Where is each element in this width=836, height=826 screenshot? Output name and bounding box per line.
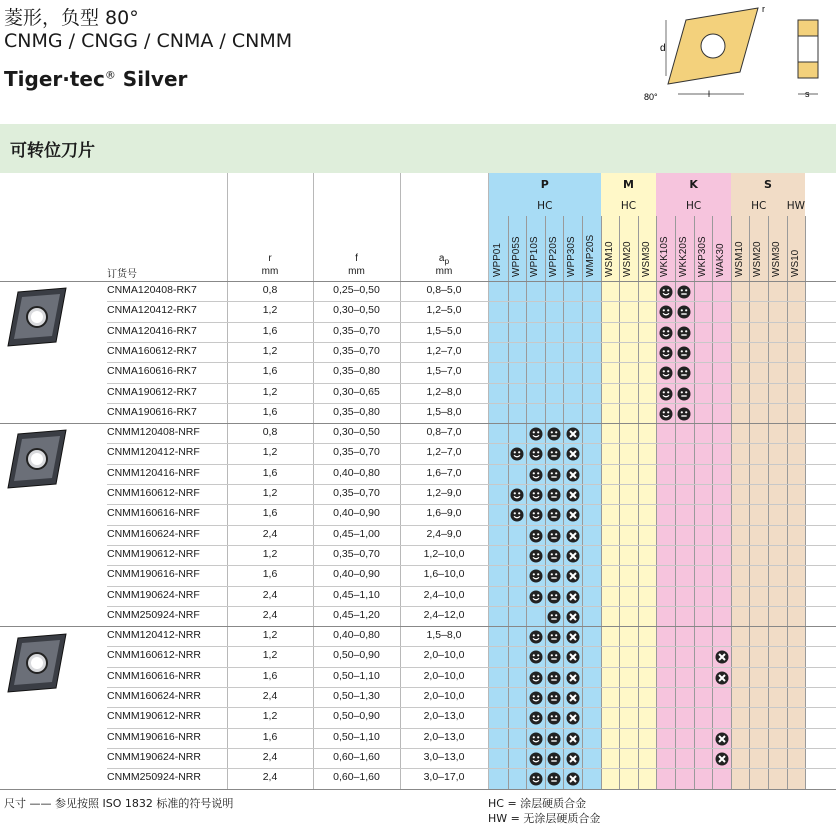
group-header-p: P — [540, 178, 549, 191]
grade-label: WSM10 — [733, 241, 745, 277]
smile-symbol-icon — [659, 406, 673, 420]
grade-label: WKP30S — [696, 236, 708, 277]
cross-symbol-icon — [566, 487, 580, 501]
radius-value: 1,2 — [262, 446, 278, 459]
ap-column-header — [400, 253, 488, 266]
depth-value: 1,6–9,0 — [426, 507, 462, 520]
dim-angle-label: 80° — [644, 92, 658, 102]
grade-label: WS10 — [789, 249, 801, 277]
smile-symbol-icon — [659, 325, 673, 339]
cross-symbol-icon — [566, 690, 580, 704]
feed-value: 0,30–0,50 — [333, 304, 380, 317]
radius-value: 1,6 — [262, 669, 278, 682]
order-code: CNMM190616-NRF — [107, 568, 200, 581]
radius-value: 2,4 — [262, 608, 278, 621]
radius-value: 2,4 — [262, 771, 278, 784]
smile-symbol-icon — [529, 629, 543, 643]
order-code: CNMA120416-RK7 — [107, 324, 197, 337]
cross-symbol-icon — [566, 751, 580, 765]
depth-value: 2,4–9,0 — [426, 527, 462, 540]
block-rule — [0, 423, 836, 424]
feed-value: 0,30–0,50 — [333, 426, 380, 439]
section-title: 可转位刀片 — [10, 141, 95, 161]
depth-value: 2,4–10,0 — [423, 588, 465, 601]
cross-symbol-icon — [566, 771, 580, 785]
neutral-symbol-icon — [547, 670, 561, 684]
smile-symbol-icon — [659, 365, 673, 379]
insert-dimension-drawing — [640, 0, 836, 110]
radius-value: 2,4 — [262, 690, 278, 702]
neutral-symbol-icon — [677, 345, 691, 359]
dim-r-label: r — [762, 4, 765, 14]
radius-value: 1,2 — [262, 710, 278, 723]
smile-symbol-icon — [529, 690, 543, 704]
neutral-symbol-icon — [547, 528, 561, 542]
depth-value: 2,0–13,0 — [423, 710, 465, 723]
smile-symbol-icon — [659, 284, 673, 298]
neutral-symbol-icon — [547, 548, 561, 562]
neutral-symbol-icon — [547, 609, 561, 623]
order-code: CNMM160624-NRR — [107, 690, 201, 702]
cross-symbol-icon — [566, 629, 580, 643]
order-code: CNMM160624-NRF — [107, 527, 200, 540]
order-code: CNMM160616-NRR — [107, 669, 201, 682]
insert-image-nrf — [4, 426, 70, 492]
depth-value: 1,2–7,0 — [426, 446, 462, 459]
neutral-symbol-icon — [677, 406, 691, 420]
grade-label: WSM30 — [640, 241, 652, 277]
smile-symbol-icon — [659, 304, 673, 318]
cross-symbol-icon — [715, 649, 729, 663]
neutral-symbol-icon — [547, 629, 561, 643]
grade-label: WKK20S — [678, 236, 689, 277]
radius-value: 1,6 — [262, 365, 278, 378]
title-shape: 菱形，负型 80° — [4, 7, 139, 29]
feed-value: 0,45–1,20 — [333, 608, 380, 621]
depth-value: 1,2–10,0 — [423, 547, 465, 560]
radius-value: 1,6 — [262, 507, 278, 520]
neutral-symbol-icon — [547, 710, 561, 724]
smile-symbol-icon — [529, 426, 543, 440]
neutral-symbol-icon — [677, 325, 691, 339]
ap-subscript: p — [444, 256, 450, 266]
order-code: CNMM160616-NRF — [107, 507, 200, 520]
neutral-symbol-icon — [547, 426, 561, 440]
smile-symbol-icon — [659, 386, 673, 400]
radius-value: 1,2 — [262, 629, 278, 642]
grade-label: WMP20S — [585, 234, 596, 277]
depth-value: 1,6–7,0 — [426, 466, 462, 479]
radius-value: 1,2 — [262, 385, 278, 398]
smile-symbol-icon — [529, 467, 543, 481]
feed-value: 0,35–0,80 — [333, 405, 380, 418]
insert-image-nrr — [4, 630, 70, 696]
order-code: CNMM250924-NRF — [107, 608, 200, 621]
grade-label: WAK30 — [715, 243, 727, 277]
radius-value: 1,2 — [262, 547, 278, 560]
smile-symbol-icon — [529, 568, 543, 582]
cross-symbol-icon — [566, 589, 580, 603]
radius-value: 1,6 — [262, 466, 278, 479]
grade-label: WSM20 — [622, 241, 634, 277]
smile-symbol-icon — [529, 649, 543, 663]
neutral-symbol-icon — [547, 649, 561, 663]
depth-value: 1,2–7,0 — [426, 344, 462, 357]
order-code: CNMM190624-NRF — [107, 588, 200, 601]
group-header-s: S — [764, 178, 772, 191]
footnote: 尺寸 —— 参见按照 ISO 1832 标准的符号说明 — [4, 797, 234, 810]
smile-symbol-icon — [659, 345, 673, 359]
feed-value: 0,40–0,80 — [333, 466, 380, 479]
cross-symbol-icon — [566, 568, 580, 582]
feed-value: 0,35–0,70 — [333, 344, 380, 357]
neutral-symbol-icon — [547, 568, 561, 582]
feed-value: 0,35–0,70 — [333, 324, 380, 337]
feed-value: 0,60–1,60 — [333, 771, 380, 784]
neutral-symbol-icon — [677, 386, 691, 400]
order-code: CNMA160612-RK7 — [107, 344, 197, 357]
order-code: CNMM250924-NRR — [107, 771, 201, 784]
order-code: CNMA120408-RK7 — [107, 284, 197, 296]
feed-value: 0,50–1,30 — [333, 690, 380, 702]
group-sub-hc: HC — [620, 200, 637, 212]
cross-symbol-icon — [566, 670, 580, 684]
depth-value: 1,5–8,0 — [426, 629, 462, 642]
feed-value: 0,50–1,10 — [333, 730, 380, 743]
radius-value: 0,8 — [262, 426, 278, 439]
grade-label: WKK10S — [659, 236, 671, 277]
radius-value: 0,8 — [262, 284, 278, 296]
group-sub-hc: HC — [685, 200, 702, 212]
radius-value: 2,4 — [262, 588, 278, 601]
grade-label: WPP05S — [510, 236, 522, 277]
cross-symbol-icon — [715, 670, 729, 684]
feed-value: 0,60–1,60 — [333, 750, 380, 763]
f-column-header: f — [355, 253, 358, 264]
cross-symbol-icon — [566, 649, 580, 663]
smile-symbol-icon — [529, 670, 543, 684]
depth-value: 3,0–17,0 — [423, 771, 465, 784]
neutral-symbol-icon — [547, 589, 561, 603]
neutral-symbol-icon — [547, 771, 561, 785]
depth-value: 1,5–8,0 — [426, 405, 462, 418]
group-header-k: K — [689, 178, 698, 191]
radius-value: 1,6 — [262, 405, 278, 418]
f-unit: mm — [348, 266, 365, 277]
radius-value: 2,4 — [262, 527, 278, 540]
smile-symbol-icon — [529, 731, 543, 745]
cross-symbol-icon — [715, 751, 729, 765]
feed-value: 0,40–0,80 — [333, 629, 380, 642]
depth-value: 2,0–10,0 — [423, 649, 465, 662]
dim-d-label: d — [660, 43, 666, 54]
depth-value: 0,8–7,0 — [426, 426, 462, 439]
order-code: CNMM120412-NRR — [107, 629, 201, 642]
title-codes: CNMG / CNGG / CNMA / CNMM — [4, 30, 293, 52]
cross-symbol-icon — [566, 548, 580, 562]
block-rule — [0, 626, 836, 627]
order-code: CNMM190612-NRR — [107, 710, 201, 723]
smile-symbol-icon — [529, 548, 543, 562]
order-code: CNMM160612-NRF — [107, 487, 200, 499]
group-header-m: M — [623, 178, 634, 191]
grade-label: WSM10 — [603, 241, 615, 277]
ap-symbol: a — [438, 253, 445, 264]
ap-unit: mm — [435, 266, 453, 277]
depth-value: 1,2–5,0 — [426, 304, 462, 317]
feed-value: 0,35–0,80 — [333, 365, 380, 378]
grade-label: WSM20 — [752, 241, 764, 277]
depth-value: 2,0–13,0 — [423, 730, 465, 743]
insert-image-rk7 — [4, 284, 70, 350]
cross-symbol-icon — [715, 731, 729, 745]
depth-value: 1,5–5,0 — [426, 324, 462, 337]
grade-label: WPP20S — [547, 236, 559, 277]
depth-value: 2,0–10,0 — [423, 669, 465, 682]
dim-s-label: s — [805, 89, 810, 99]
legend-hc: HC = 涂层硬质合金 — [488, 797, 587, 810]
feed-value: 0,35–0,70 — [333, 487, 380, 499]
feed-value: 0,50–1,10 — [333, 669, 380, 682]
feed-value: 0,40–0,90 — [333, 507, 380, 520]
order-code: CNMM190612-NRF — [107, 547, 200, 560]
order-code: CNMM190616-NRR — [107, 730, 201, 743]
r-column-header: r — [268, 253, 272, 264]
dim-l-label: l — [708, 89, 710, 99]
order-code: CNMA190612-RK7 — [107, 385, 197, 398]
depth-value: 2,4–12,0 — [423, 608, 465, 621]
neutral-symbol-icon — [677, 365, 691, 379]
smile-symbol-icon — [529, 446, 543, 460]
depth-value: 1,5–7,0 — [426, 365, 462, 378]
title-brand: Tiger·tec® Silver — [4, 67, 188, 91]
radius-value: 1,2 — [262, 649, 278, 662]
grade-label: WPP10S — [529, 236, 541, 277]
neutral-symbol-icon — [547, 446, 561, 460]
smile-symbol-icon — [510, 487, 524, 501]
feed-value: 0,50–0,90 — [333, 710, 380, 723]
grade-label: WPP01 — [492, 243, 503, 277]
feed-value: 0,35–0,70 — [333, 446, 380, 459]
cross-symbol-icon — [566, 731, 580, 745]
order-code: CNMA120412-RK7 — [107, 304, 197, 317]
cross-symbol-icon — [566, 446, 580, 460]
group-sub-hw: HW — [786, 200, 806, 212]
cross-symbol-icon — [566, 710, 580, 724]
radius-value: 1,2 — [262, 487, 278, 499]
order-code: CNMA160616-RK7 — [107, 365, 197, 378]
cross-symbol-icon — [566, 426, 580, 440]
feed-value: 0,40–0,90 — [333, 568, 380, 581]
table-bottom-rule — [0, 789, 836, 790]
radius-value: 1,2 — [262, 304, 278, 317]
neutral-symbol-icon — [677, 284, 691, 298]
smile-symbol-icon — [510, 446, 524, 460]
depth-value: 3,0–13,0 — [423, 750, 465, 763]
legend-hw: HW = 无涂层硬质合金 — [488, 812, 601, 825]
cross-symbol-icon — [566, 609, 580, 623]
neutral-symbol-icon — [547, 751, 561, 765]
smile-symbol-icon — [529, 589, 543, 603]
group-sub-hc: HC — [537, 200, 553, 212]
section-banner — [0, 124, 836, 173]
feed-value: 0,50–0,90 — [333, 649, 380, 662]
neutral-symbol-icon — [547, 507, 561, 521]
cross-symbol-icon — [566, 528, 580, 542]
r-unit: mm — [261, 266, 279, 277]
smile-symbol-icon — [529, 487, 543, 501]
neutral-symbol-icon — [677, 304, 691, 318]
radius-value: 2,4 — [262, 750, 278, 763]
neutral-symbol-icon — [547, 487, 561, 501]
cross-symbol-icon — [566, 467, 580, 481]
smile-symbol-icon — [529, 710, 543, 724]
radius-value: 1,2 — [262, 344, 278, 357]
smile-symbol-icon — [529, 771, 543, 785]
smile-symbol-icon — [529, 751, 543, 765]
feed-value: 0,30–0,65 — [333, 385, 380, 398]
order-code: CNMM160612-NRR — [107, 649, 201, 662]
cross-symbol-icon — [566, 507, 580, 521]
order-code: CNMM120408-NRF — [107, 426, 200, 439]
radius-value: 1,6 — [262, 730, 278, 743]
grade-label: WPP30S — [566, 236, 578, 277]
depth-value: 1,2–9,0 — [426, 487, 462, 499]
depth-value: 1,6–10,0 — [423, 568, 465, 581]
feed-value: 0,35–0,70 — [333, 547, 380, 560]
code-column-header: 订货号 — [107, 269, 137, 280]
depth-value: 2,0–10,0 — [423, 690, 465, 702]
radius-value: 1,6 — [262, 568, 278, 581]
smile-symbol-icon — [529, 528, 543, 542]
grade-label: WSM30 — [771, 241, 782, 277]
depth-value: 1,2–8,0 — [426, 385, 462, 398]
neutral-symbol-icon — [547, 467, 561, 481]
feed-value: 0,25–0,50 — [333, 284, 380, 296]
neutral-symbol-icon — [547, 690, 561, 704]
feed-value: 0,45–1,10 — [333, 588, 380, 601]
smile-symbol-icon — [510, 507, 524, 521]
neutral-symbol-icon — [547, 731, 561, 745]
smile-symbol-icon — [529, 507, 543, 521]
order-code: CNMM120416-NRF — [107, 466, 200, 479]
radius-value: 1,6 — [262, 324, 278, 337]
feed-value: 0,45–1,00 — [333, 527, 380, 540]
order-code: CNMM120412-NRF — [107, 446, 200, 459]
depth-value: 0,8–5,0 — [426, 284, 462, 296]
order-code: CNMA190616-RK7 — [107, 405, 197, 418]
order-code: CNMM190624-NRR — [107, 750, 201, 763]
column-divider — [488, 173, 489, 789]
group-sub-hc: HC — [751, 200, 767, 212]
